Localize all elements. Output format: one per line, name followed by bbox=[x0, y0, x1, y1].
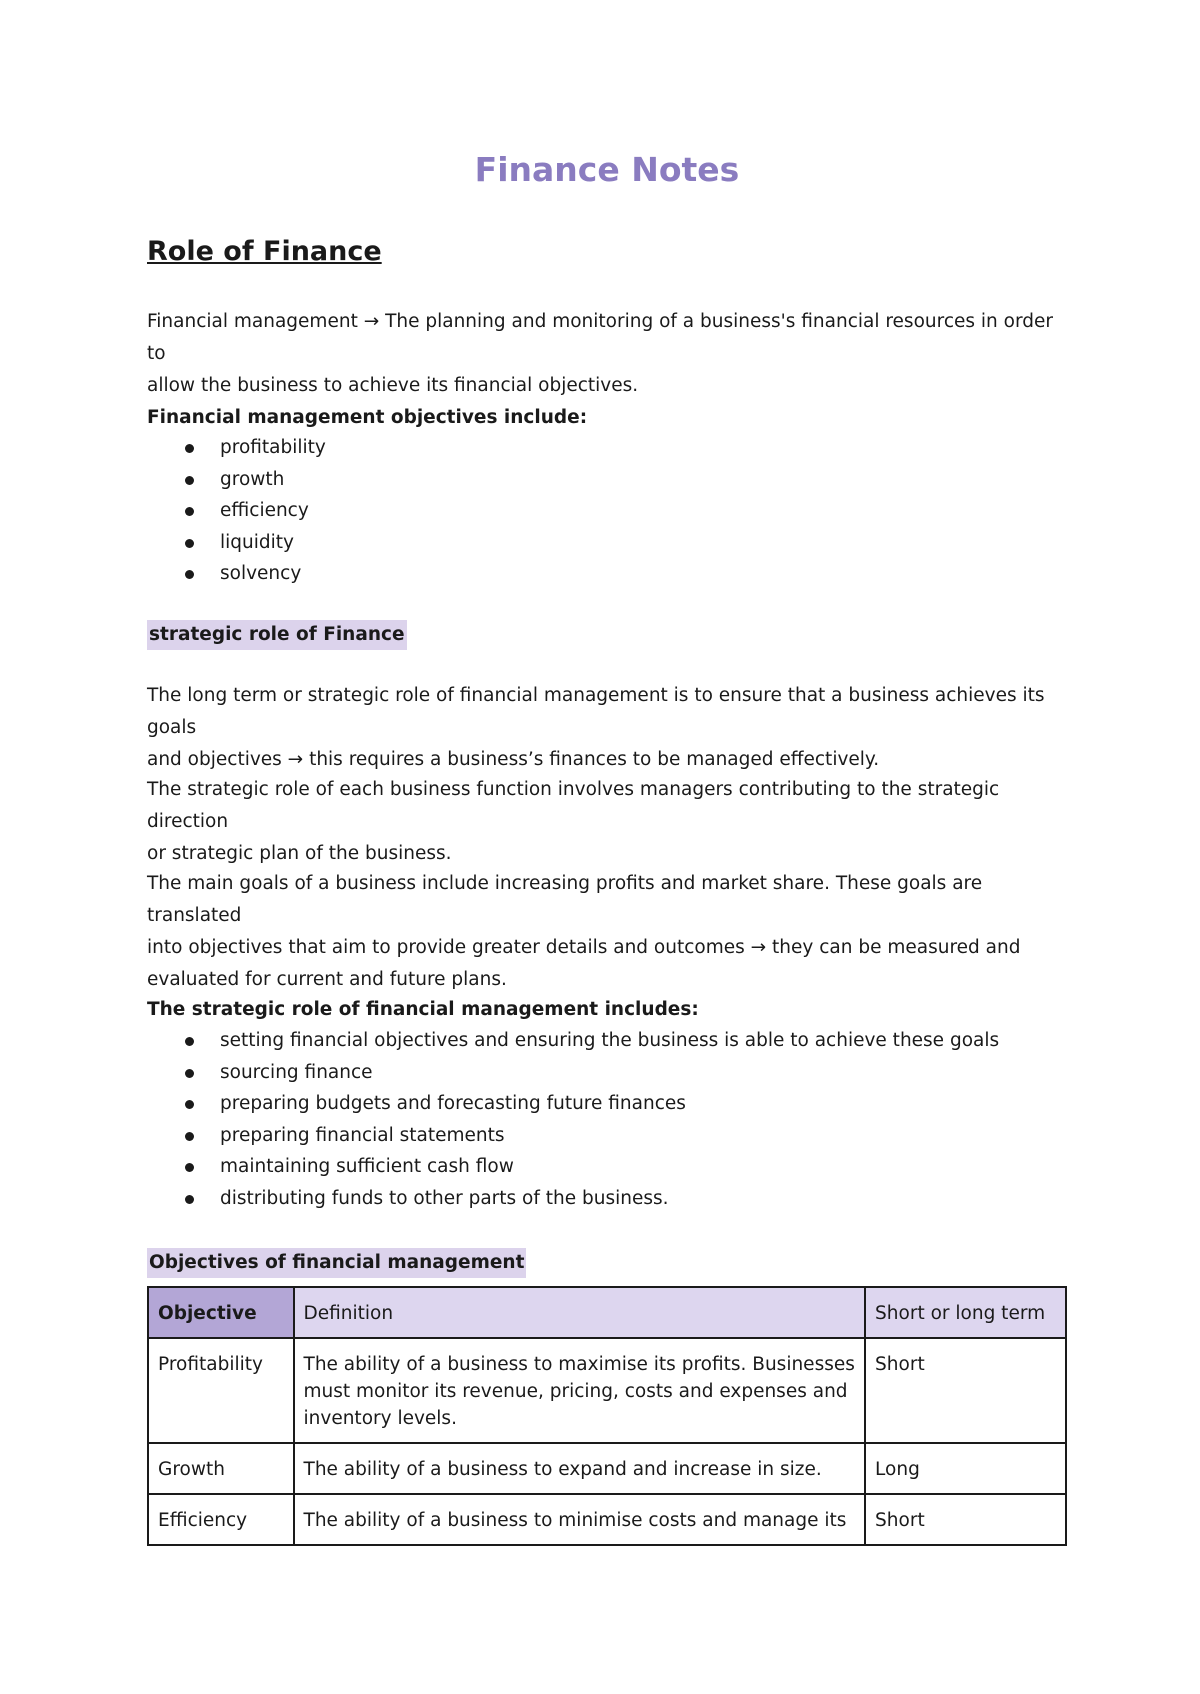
bullet-icon bbox=[185, 1037, 194, 1046]
table-row bbox=[148, 1494, 1066, 1545]
list-item-text: setting financial objectives and ensuring the business is able to achieve these goals bbox=[220, 1030, 1000, 1051]
list-item bbox=[147, 1088, 999, 1120]
cell-definition: The ability of a business to minimise costs and manage its bbox=[294, 1494, 866, 1545]
strategic-paragraph-3 bbox=[147, 868, 1067, 996]
strategic-role-label: strategic role of Finance bbox=[147, 620, 407, 650]
objectives-table bbox=[147, 1286, 1067, 1546]
bullet-icon bbox=[185, 1069, 194, 1078]
list-item bbox=[147, 1183, 999, 1215]
header-objective: Objective bbox=[148, 1287, 294, 1338]
list-item-text: growth bbox=[220, 468, 285, 490]
definition-line: allow the business to achieve its financial objectives. bbox=[147, 375, 639, 396]
list-item bbox=[147, 558, 326, 590]
paragraph-line: The main goals of a business include increasing profits and market share. These goals are translated bbox=[147, 873, 983, 926]
strategic-paragraph-2 bbox=[147, 774, 1067, 870]
header-definition: Definition bbox=[294, 1287, 866, 1338]
bullet-icon bbox=[185, 444, 194, 453]
list-item-text: solvency bbox=[220, 563, 302, 584]
list-item bbox=[147, 1057, 999, 1089]
strategic-paragraph-1 bbox=[147, 680, 1067, 776]
list-item bbox=[147, 432, 326, 464]
list-item-text: maintaining sufficient cash flow bbox=[220, 1156, 514, 1177]
paragraph-line: into objectives that aim to provide greater details and outcomes → they can be measured and bbox=[147, 937, 1021, 958]
objectives-label: Financial management objectives include: bbox=[147, 407, 588, 428]
cell-definition: The ability of a business to expand and increase in size. bbox=[294, 1443, 866, 1494]
list-item-text: distributing funds to other parts of the business. bbox=[220, 1187, 669, 1209]
list-item bbox=[147, 1025, 999, 1057]
cell-term: Short bbox=[865, 1494, 1066, 1545]
list-item bbox=[147, 464, 326, 496]
bullet-icon bbox=[185, 1163, 194, 1172]
table-row bbox=[148, 1338, 1066, 1443]
cell-term: Short bbox=[865, 1338, 1066, 1443]
list-item-text: liquidity bbox=[220, 531, 294, 553]
bullet-icon bbox=[185, 1100, 194, 1109]
list-item bbox=[147, 495, 326, 527]
list-item-text: preparing financial statements bbox=[220, 1124, 505, 1146]
bullet-icon bbox=[185, 1195, 194, 1204]
bullet-icon bbox=[185, 570, 194, 579]
definition-line: Financial management → The planning and monitoring of a business's financial resources in order to bbox=[147, 311, 1053, 364]
cell-term: Long bbox=[865, 1443, 1066, 1494]
list-item-text: efficiency bbox=[220, 500, 309, 521]
bullet-icon bbox=[185, 539, 194, 548]
paragraph-line: The long term or strategic role of financial management is to ensure that a business achieves its goals bbox=[147, 685, 1045, 738]
cell-objective: Profitability bbox=[148, 1338, 294, 1443]
cell-definition: The ability of a business to maximise its profits. Businesses must monitor its revenue, pricing, costs and expenses and inventory levels. bbox=[294, 1338, 866, 1443]
table-header-row bbox=[148, 1287, 1066, 1338]
objectives-list bbox=[147, 432, 326, 590]
bullet-icon bbox=[185, 476, 194, 485]
strategic-includes-label: The strategic role of financial management includes: bbox=[147, 999, 699, 1020]
paragraph-line: evaluated for current and future plans. bbox=[147, 969, 507, 990]
paragraph-line: or strategic plan of the business. bbox=[147, 843, 452, 864]
paragraph-line: The strategic role of each business function involves managers contributing to the strategic direction bbox=[147, 779, 1000, 832]
list-item bbox=[147, 1151, 999, 1183]
list-item-text: sourcing finance bbox=[220, 1061, 373, 1083]
table-row bbox=[148, 1443, 1066, 1494]
bullet-icon bbox=[185, 507, 194, 516]
cell-objective: Growth bbox=[148, 1443, 294, 1494]
objectives-table-label: Objectives of financial management bbox=[147, 1248, 526, 1278]
list-item-text: profitability bbox=[220, 437, 326, 458]
list-item bbox=[147, 527, 326, 559]
header-term: Short or long term bbox=[865, 1287, 1066, 1338]
list-item bbox=[147, 1120, 999, 1152]
strategic-includes-list bbox=[147, 1025, 999, 1214]
paragraph-line: and objectives → this requires a business’s finances to be managed effectively. bbox=[147, 749, 880, 770]
list-item-text: preparing budgets and forecasting future finances bbox=[220, 1093, 686, 1114]
bullet-icon bbox=[185, 1132, 194, 1141]
financial-management-definition bbox=[147, 306, 1067, 402]
document-title: Finance Notes bbox=[474, 150, 740, 189]
section-heading-role-of-finance: Role of Finance bbox=[147, 236, 382, 267]
cell-objective: Efficiency bbox=[148, 1494, 294, 1545]
